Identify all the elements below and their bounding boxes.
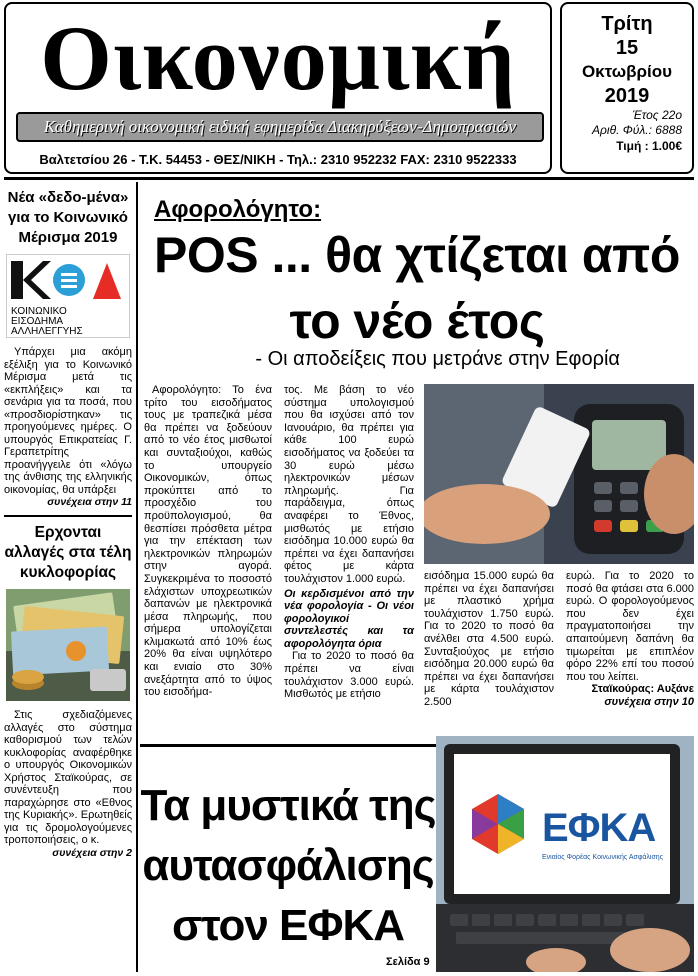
efka-screen-logo: ΕΦΚΑ — [542, 806, 656, 850]
lead-column-1: Αφορολόγητο: Το ένα τρίτο του εισοδήματος τους με τραπεζικά μέσα θα πρέπει να ξοδεύουν από το νέο έτος μισθωτοί και συνταξιούχοι, καθώς το υπουργείο Οικονομικών, όπως προκύπτει από το προσχέδιο του προϋπολογισμού, θα θεσπίσει πρόσθετα μέτρα για την επέκταση των ηλεκτρονικών πληρωμών στην αγορά. Συγκεκριμένα το ποσοστό ελάχιστων υποχρεωτικών δαπανών με ηλεκτρονικά μέσα πληρωμής, που σήμερα υπολογίζεται κλιμακωτά από 10% έως 20% θα είναι υψηλότερο και ενιαίο στο 30% ανεξάρτητα από το ύψος του εισοδήμα- — [144, 384, 272, 699]
issue-year: 2019 — [604, 85, 650, 107]
newspaper-title: Οικονομική — [40, 7, 516, 109]
issue-month: Οκτωβρίου — [581, 62, 673, 81]
lead-column-4 — [566, 570, 694, 709]
story-body-road-tax: Στις σχεδιαζόμενες αλλαγές στο σύστημα καθορισμού των τελών κυκλοφορίας αναφέρθηκε ο υπουργός Οικονομικών Χρήστος Σταϊκούρας, σε συνέντευξη που παραχώρησε στο «Εθνος της Κυριακής». Ερωτηθείς για τις δρομολογούμενες τροποποιήσεις, ο κ. — [4, 709, 132, 846]
date-box — [560, 2, 694, 174]
lead-column-2 — [284, 384, 414, 701]
bottom-headline[interactable]: Τα μυστικά της αυτασφάλισης στον ΕΦΚΑ — [140, 781, 436, 950]
lead-column-3: εισόδημα 15.000 ευρώ θα πρέπει να έχει δαπανήσει με πλαστικό χρήμα τουλάχιστον 1.750 ευρώ. Για το 2020 το ποσό θα ανέλθει στα 4.500 ευρώ. Συνταξιούχος με ετήσιο εισόδημα 20.000 ευρώ θα πρέπει να έχει δαπανήσει με κάρτα τουλάχιστον 2.500 — [424, 570, 554, 708]
newspaper-subtitle: Καθημερινή οικονομική ειδική εφημερίδα Διακηρύξεων-Δημοπρασιών — [16, 112, 544, 142]
issue-day: Τρίτη — [601, 13, 653, 35]
lead-kicker: Αφορολόγητο: — [154, 196, 322, 223]
lead-column-4-text: ευρώ. Για το 2020 το ποσό θα φτάσει στα 6.000 ευρώ. Ο φορολογούμενος που δεν έχει πραγματοποιήσει την απαιτούμενη δαπάνη θα τιμωρείται με επιπλέον φόρο 22% επί του ποσού που του λείπει. — [566, 570, 694, 683]
efka-laptop-photo — [436, 736, 694, 972]
kea-caption-2: ΕΙΣΟΔΗΜΑ — [11, 316, 64, 327]
issue-price: Τιμή : 1.00€ — [616, 139, 682, 153]
issue-number: Αριθ. Φύλ.: 6888 — [592, 123, 682, 137]
publisher-address: Βαλτετσίου 26 - Τ.Κ. 54453 - ΘΕΣ/ΝΙΚΗ - Τηλ.: 2310 952232 FAX: 2310 9522333 — [39, 152, 517, 167]
left-column — [4, 182, 132, 972]
kea-caption-3: ΑΛΛΗΛΕΓΓΥΗΣ — [11, 326, 83, 337]
continue-link-page-2[interactable]: συνέχεια στην 2 — [52, 846, 132, 859]
lead-deck: - Οι αποδείξεις που μετράνε στην Εφορία — [255, 348, 620, 370]
continue-link-page-11[interactable]: συνέχεια στην 11 — [47, 496, 132, 508]
left-divider — [4, 515, 132, 517]
story-body-social-dividend: Υπάρχει μια ακόμη εξέλιξη για το Κοινωνικό Μέρισμα μετά τις «εκπλήξεις» και τα σενάρια για τα ποσά, που «προσδιορίστηκαν» τις προηγούμενες ημέρες. Ο υπουργός Επικρατείας Γ. Γεραπετρίτης προανήγγειλε ότι «λόγω της άνθισης της ελληνικής οικονομίας, θα υπάρξει — [4, 346, 132, 496]
continue-link-page-10[interactable]: συνέχεια στην 10 — [604, 695, 694, 708]
issue-volume: Έτος 22ο — [632, 108, 682, 122]
lead-headline-line-1: POS ... θα χτίζεται από — [154, 227, 680, 283]
lead-headline-line-2: το νέο έτος — [289, 293, 545, 349]
lead-column-2-text-b: Για το 2020 το ποσό θα πρέπει να είναι τουλάχιστον 3.000 ευρώ. Μισθωτός με ετήσιο — [284, 650, 414, 701]
efka-screen-caption: Ενιαίος Φορέας Κοινωνικής Ασφάλισης — [542, 854, 664, 861]
column-divider — [136, 182, 138, 972]
card-terminal-photo — [424, 384, 694, 564]
kea-logo-icon — [7, 255, 129, 305]
kea-logo — [6, 254, 130, 338]
pos-terminal-icon — [424, 384, 694, 564]
lead-subhead: Οι κερδισμένοι από την νέα φορολογία - Οι νέοι φορολογικοί συντελεστές και τα αφορολόγητα όρια — [284, 587, 414, 650]
story-headline-road-tax[interactable]: Ερχονται αλλαγές στα τέλη κυκλοφορίας — [4, 524, 132, 581]
masthead — [4, 2, 552, 174]
issue-date: 15 — [615, 37, 639, 59]
lead-column-4-tag: Σταϊκούρας: Αυξάνε — [591, 683, 694, 696]
money-icon — [6, 589, 130, 701]
money-car-photo — [6, 589, 130, 701]
lead-column-2-text-a: τος. Με βάση το νέο σύστημα υπολογισμού που θα ισχύσει από τον Ιανουάριο, θα πρέπει για κάθε 100 ευρώ εισοδήματος να ξοδεύει τα 30 ευρώ μέσω ηλεκτρονικών μέσων πληρωμής. Για παράδειγμα, όπως αναφέρει το Έθνος, μισθωτός με ετήσιο εισόδημα 10.000 ευρώ θα πρέπει να έχει δαπανήσει φέτος με κάρτα τουλάχιστον 1.000 ευρώ. — [284, 384, 414, 585]
lead-headline[interactable] — [140, 222, 694, 354]
masthead-divider — [4, 177, 694, 180]
story-headline-social-dividend[interactable]: Νέα «δεδο-μένα» για το Κοινωνικό Μέρισμα 2019 — [7, 189, 129, 246]
page-reference[interactable]: Σελίδα 9 — [386, 956, 430, 968]
kea-caption-1: ΚΟΙΝΩΝΙΚΟ — [11, 306, 67, 317]
